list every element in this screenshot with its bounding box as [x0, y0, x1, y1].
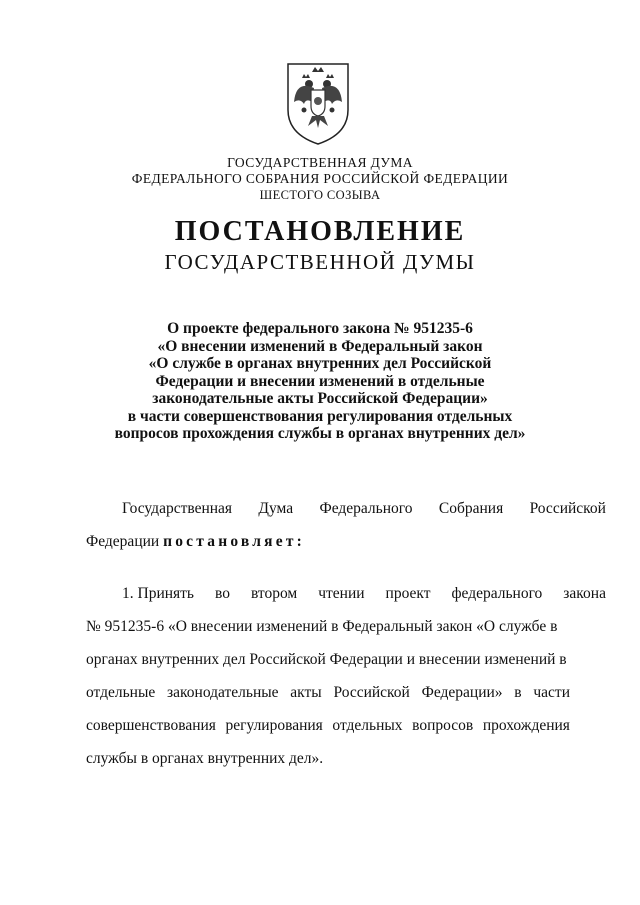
word: регулирования [225, 717, 323, 734]
subject-line: законодательные акты Российской Федерации» [152, 390, 488, 407]
item1-line-1 [86, 584, 606, 604]
item1-line-6: службы в органах внутренних дел». [86, 750, 324, 767]
subject-line: «О службе в органах внутренних дел Российской [148, 355, 492, 372]
resolves-word: постановляет: [163, 533, 305, 550]
word: закона [563, 585, 606, 602]
org-line-1: ГОСУДАРСТВЕННАЯ ДУМА [227, 155, 413, 170]
word: вопросов [412, 717, 474, 734]
preamble-line-2 [86, 532, 570, 552]
item1-line-3: органах внутренних дел Российской Федерации и внесении изменений в [86, 651, 567, 668]
subject-line: в части совершенствования регулирования отдельных [127, 407, 513, 425]
preamble-line-1 [86, 499, 606, 519]
item1-line-5 [86, 716, 570, 736]
word: прохождения [482, 717, 570, 734]
word: проект [385, 585, 431, 602]
word: законодательные [167, 684, 279, 701]
item1-line-4 [86, 683, 570, 703]
subject-line: вопросов прохождения службы в органах внутренних дел» [114, 425, 526, 442]
item1-line-2: № 951235-6 «О внесении изменений в Федеральный закон «О службе в [86, 618, 558, 635]
document-title: ПОСТАНОВЛЕНИЕ [174, 216, 466, 247]
word: отдельных [332, 717, 403, 734]
subject-line: О проекте федерального закона № 951235-6 [167, 320, 473, 337]
word: акты [290, 684, 322, 701]
word: Государственная [122, 500, 233, 517]
word: втором [250, 585, 298, 602]
preamble-prefix: Федерации [86, 533, 164, 550]
word: совершенствования [86, 717, 216, 734]
word: Дума [258, 500, 294, 517]
word: Российской [333, 684, 410, 701]
word: Федерального [319, 500, 413, 517]
org-line-2: ФЕДЕРАЛЬНОГО СОБРАНИЯ РОССИЙСКОЙ ФЕДЕРАЦИИ [131, 171, 509, 186]
document-subtitle: ГОСУДАРСТВЕННОЙ ДУМЫ [164, 250, 476, 274]
word: во [215, 585, 230, 602]
word: Собрания [438, 500, 504, 517]
word: Российской [529, 500, 606, 517]
word: федерального [451, 585, 543, 602]
subject-line: Федерации и внесении изменений в отдельные [155, 372, 485, 390]
word: части [533, 684, 570, 701]
word: отдельные [86, 684, 156, 701]
word: в [514, 684, 522, 701]
subject-line: «О внесении изменений в Федеральный закон [157, 337, 483, 355]
word: 1. Принять [122, 585, 195, 602]
word: Федерации» [421, 684, 503, 701]
org-line-3: ШЕСТОГО СОЗЫВА [259, 188, 381, 202]
subject-block [100, 320, 540, 443]
russian-coat-of-arms-icon [282, 58, 354, 148]
word: чтении [318, 585, 365, 602]
